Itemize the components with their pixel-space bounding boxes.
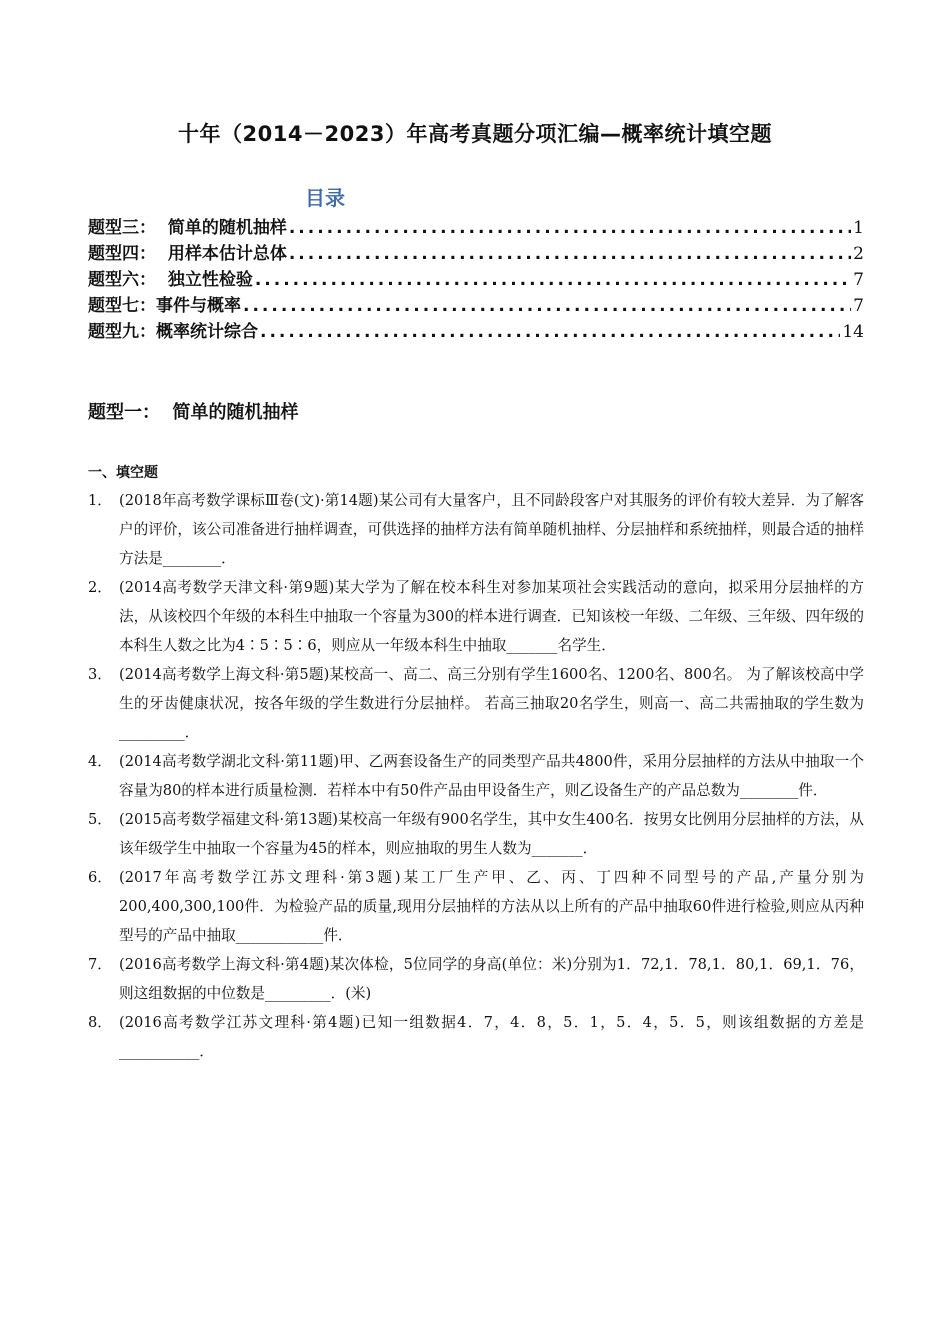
question-text: (2016高考数学上海文科·第4题)某次体检，5位同学的身高(单位：米)分别为1．72,1．78,1．80,1．69,1．76，则这组数据的中位数是_________．(米) [119,956,864,1002]
question-number: 4． [88,753,112,770]
question-text: (2014高考数学天津文科·第9题)某大学为了解在校本科生对参加某项社会实践活动的意向，拟采用分层抽样的方法，从该校四个年级的本科生中抽取一个容量为300的样本进行调查．已知该校一年级、二年级、三年级、四年级的本科生人数之比为4∶5∶5∶6，则应从一年级本科生中抽取_______名学生． [119,579,864,654]
question-item [88,863,864,950]
question-item [88,950,864,1008]
question-text: (2014高考数学上海文科·第5题)某校高一、高二、高三分别有学生1600名、1200名、800名。 为了解该校高中学生的牙齿健康状况，按各年级的学生数进行分层抽样。 若高三抽取20名学生，则高一、高二共需抽取的学生数为_________． [119,666,864,741]
toc-entry-label: 题型九：概率统计综合 [88,322,258,342]
toc-entry[interactable] [88,213,864,239]
question-item [88,1008,864,1066]
toc-entry-label: 题型七：事件与概率 [88,296,241,316]
question-text: (2016高考数学江苏文理科·第4题)已知一组数据4．7，4．8，5．1，5．4，5．5，则该组数据的方差是___________． [119,1014,864,1060]
section-subheading: 一、填空题 [88,465,158,481]
question-number: 1． [88,492,112,509]
question-item [88,573,864,660]
toc-entry-page: 7 [853,296,864,316]
section-heading: 题型一： 简单的随机抽样 [88,402,299,423]
question-text: (2015高考数学福建文科·第13题)某校高一年级有900名学生，其中女生400名．按男女比例用分层抽样的方法，从该年级学生中抽取一个容量为45的样本，则应抽取的男生人数为_______． [119,811,864,857]
toc-leader-dots [289,218,851,238]
toc-leader-dots [255,270,851,290]
toc-leader-dots [289,244,851,264]
toc-entry-page: 14 [842,322,864,342]
document-title: 十年（2014－2023）年高考真题分项汇编—概率统计填空题 [178,122,772,146]
question-number: 6． [88,869,112,886]
question-item [88,805,864,863]
toc-entry-label: 题型六： 独立性检验 [88,270,253,290]
question-text: (2018年高考数学课标Ⅲ卷(文)·第14题)某公司有大量客户，且不同龄段客户对其服务的评价有较大差异．为了解客户的评价，该公司准备进行抽样调查，可供选择的抽样方法有简单随机抽样、分层抽样和系统抽样，则最合适的抽样方法是________． [119,492,864,567]
toc-entry[interactable] [88,291,864,317]
question-text: (2017年高考数学江苏文理科·第3题)某工厂生产甲、乙、丙、丁四种不同型号的产品,产量分别为200,400,300,100件．为检验产品的质量,现用分层抽样的方法从以上所有的产品中抽取60件进行检验,则应从丙种型号的产品中抽取____________件． [119,869,864,944]
toc-entry-label: 题型三： 简单的随机抽样 [88,218,287,238]
toc-entry-page: 7 [853,270,864,290]
question-item [88,486,864,573]
question-item [88,747,864,805]
question-item [88,660,864,747]
question-list [88,486,864,1066]
toc-leader-dots [243,296,851,316]
question-number: 3． [88,666,112,683]
toc-entry-label: 题型四： 用样本估计总体 [88,244,287,264]
table-of-contents [88,213,864,343]
toc-entry-page: 1 [853,218,864,238]
toc-entry-page: 2 [853,244,864,264]
question-number: 7． [88,956,112,973]
question-text: (2014高考数学湖北文科·第11题)甲、乙两套设备生产的同类型产品共4800件，采用分层抽样的方法从中抽取一个容量为80的样本进行质量检测．若样本中有50件产品由甲设备生产，则乙设备生产的产品总数为________件． [119,753,864,799]
toc-entry[interactable] [88,265,864,291]
toc-heading: 目录 [305,186,345,210]
question-number: 5． [88,811,112,828]
toc-entry[interactable] [88,317,864,343]
question-number: 2． [88,579,112,596]
toc-leader-dots [260,322,840,342]
question-number: 8． [88,1014,112,1031]
toc-entry[interactable] [88,239,864,265]
